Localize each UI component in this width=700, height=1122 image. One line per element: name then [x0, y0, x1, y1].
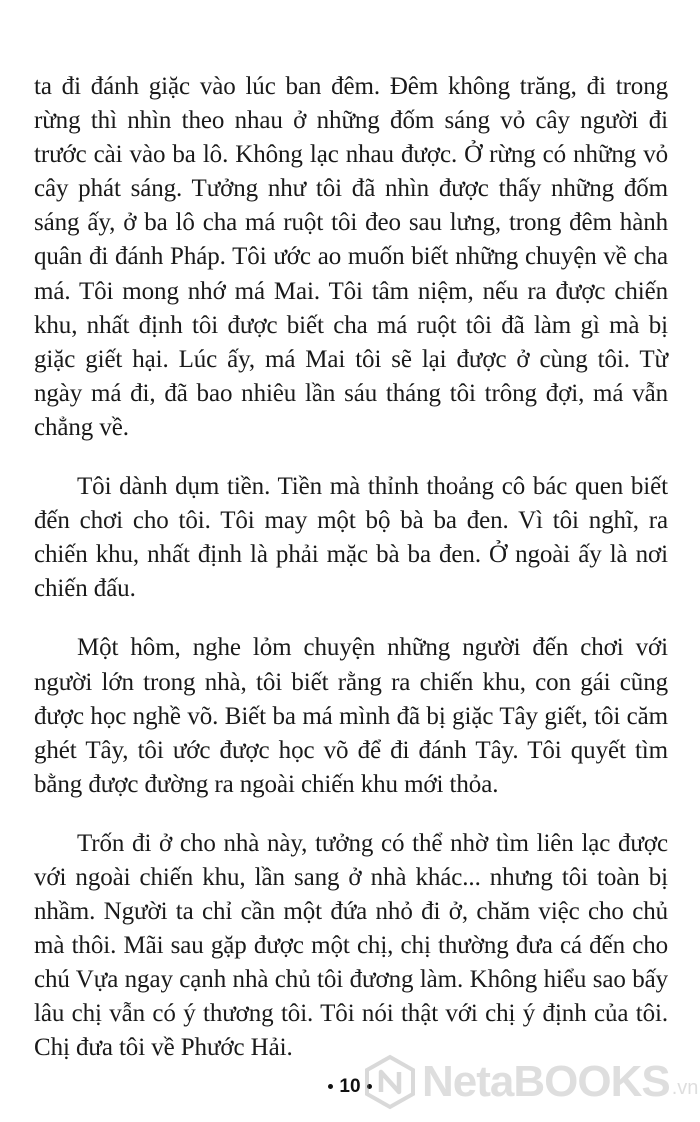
watermark-brand: NetaBOOKS [422, 1057, 670, 1106]
netabooks-logo-icon [362, 1054, 418, 1110]
page-number-value: 10 [339, 1076, 361, 1097]
bullet-dot-icon [328, 1084, 333, 1089]
paragraph-3: Một hôm, nghe lỏm chuyện những người đến chơi với người lớn trong nhà, tôi biết rằng ra chiến khu, con gái cũng được học nghề võ. Biết ba má mình đã bị giặc Tây giết, tôi căm ghét Tây, tôi ước được học võ để đi đánh Tây. Tôi quyết tìm bằng được đường ra ngoài chiến khu mới thỏa. [34, 634, 668, 798]
page-body [34, 70, 668, 1091]
paragraph-2: Tôi dành dụm tiền. Tiền mà thỉnh thoảng cô bác quen biết đến chơi cho tôi. Tôi may một bộ bà ba đen. Vì tôi nghĩ, ra chiến khu, nhất định là phải mặc bà ba đen. Ở ngoài ấy là nơi chiến đấu. [34, 473, 668, 603]
paragraph-1: ta đi đánh giặc vào lúc ban đêm. Đêm không trăng, đi trong rừng thì nhìn theo nhau ở những đốm sáng vỏ cây người đi trước cài vào ba lô. Không lạc nhau được. Ở rừng có những vỏ cây phát sáng. Tưởng như tôi đã nhìn được thấy những đốm sáng ấy, ở ba lô cha má ruột tôi đeo sau lưng, trong đêm hành quân đi đánh Pháp. Tôi ước ao muốn biết những chuyện về cha má. Tôi mong nhớ má Mai. Tôi tâm niệm, nếu ra được chiến khu, nhất định tôi được biết cha má ruột tôi đã làm gì mà bị giặc giết hại. Lúc ấy, má Mai tôi sẽ lại được ở cùng tôi. Từ ngày má đi, đã bao nhiêu lần sáu tháng tôi trông đợi, má vẫn chẳng về. [34, 73, 668, 441]
watermark [362, 1054, 698, 1110]
watermark-suffix: .vn [671, 1077, 699, 1099]
paragraph-4: Trốn đi ở cho nhà này, tưởng có thể nhờ tìm liên lạc được với ngoài chiến khu, lần sang ở nhà khác... nhưng tôi toàn bị nhầm. Người ta chỉ cần một đứa nhỏ đi ở, chăm việc cho chủ mà thôi. Mãi sau gặp được một chị, chị thường đưa cá đến cho chú Vựa ngay cạnh nhà chủ tôi đương làm. Không hiểu sao bấy lâu chị vẫn có ý thương tôi. Tôi nói thật với chị ý định của tôi. Chị đưa tôi về Phước Hải. [34, 829, 668, 1062]
